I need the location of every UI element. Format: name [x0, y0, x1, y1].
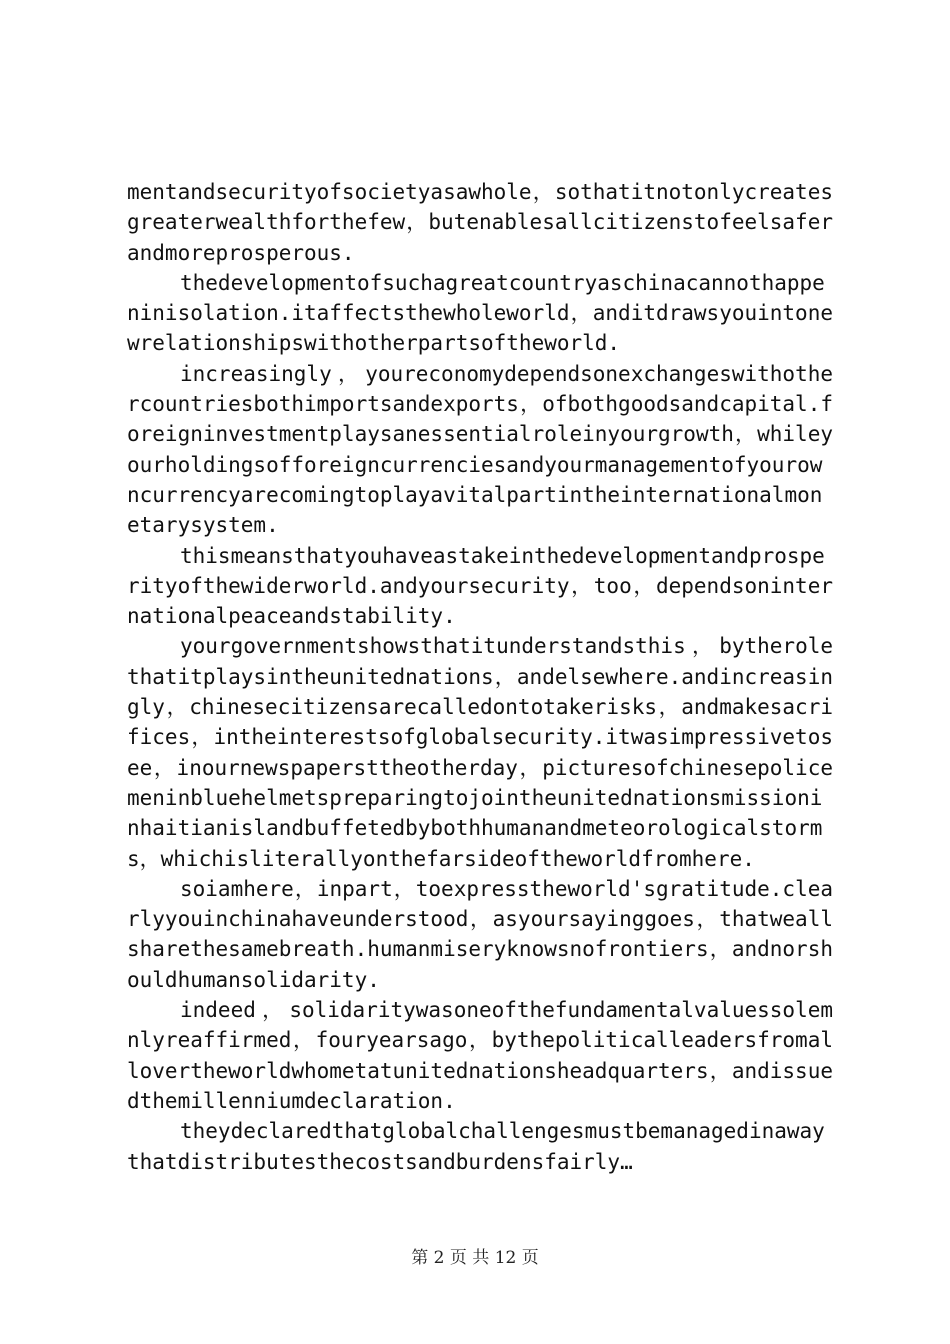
- paragraph-5: yourgovernmentshowsthatitunderstandsthis，bytherolethatitplaysintheunitednations，andelsewhere.andincreasingly，chinesecitizensarecalledontotakerisks，andmakesacrifices，intheinterestsofglobalsecurity.itwasimpressivetosee，inournewspapersttheotherday，picturesofchinesepolicemeninbluehelmetspreparingtojointheunitednationsmissioninhaitianislandbuffetedbybothhumanandmeteorologicalstorms，whichisliterallyonthefarsideoftheworldfromhere.: [127, 634, 833, 871]
- paragraph-2: thedevelopmentofsuchagreatcountryaschinacannothappeninisolation.itaffectsthewholeworld，anditdrawsyouintonewrelationshipswithotherpartsoftheworld.: [127, 270, 833, 356]
- paragraph-7: indeed，solidaritywasoneofthefundamentalvaluessolemnlyreaffirmed，fouryearsago，bythepoliticalleadersfromallovertheworldwhometatunitednationsheadquarters，andissuedthemillenniumdeclaration.: [127, 998, 833, 1113]
- paragraph-8: theydeclaredthatglobalchallengesmustbemanagedinawaythatdistributesthecostsandburdensfairly…: [127, 1119, 825, 1174]
- paragraph-6: soiamhere，inpart，toexpresstheworld'sgratitude.clearlyyouinchinahaveunderstood，asyoursayinggoes，thatweallsharethesamebreath.humanmiseryknowsnofrontiers，andnorshouldhumansolidarity.: [127, 876, 833, 992]
- paragraph-1: mentandsecurityofsocietyasawhole，sothatitnotonlycreatesgreaterwealthforthefew，butenablesallcitizenstofeelsaferandmoreprosperous.: [127, 180, 833, 265]
- paragraph-3: increasingly，youreconomydependsonexchangeswithothercountriesbothimportsandexports，ofbothgoodsandcapital.foreigninvestmentplaysanessentialroleinyourgrowth，whileyourholdingsofforeigncurrenciesandyourmanagementofyourowncurrencyarecomingtoplayavitalpartintheinternationalmonetarysystem.: [127, 361, 833, 538]
- paragraph-4: thismeansthatyouhaveastakeinthedevelopmentandprosperityofthewiderworld.andyoursecurity，too，dependsoninternationalpeaceandstability.: [127, 543, 833, 629]
- page-number-footer: 第 2 页 共 12 页: [411, 1248, 539, 1268]
- body-text: [127, 177, 833, 1177]
